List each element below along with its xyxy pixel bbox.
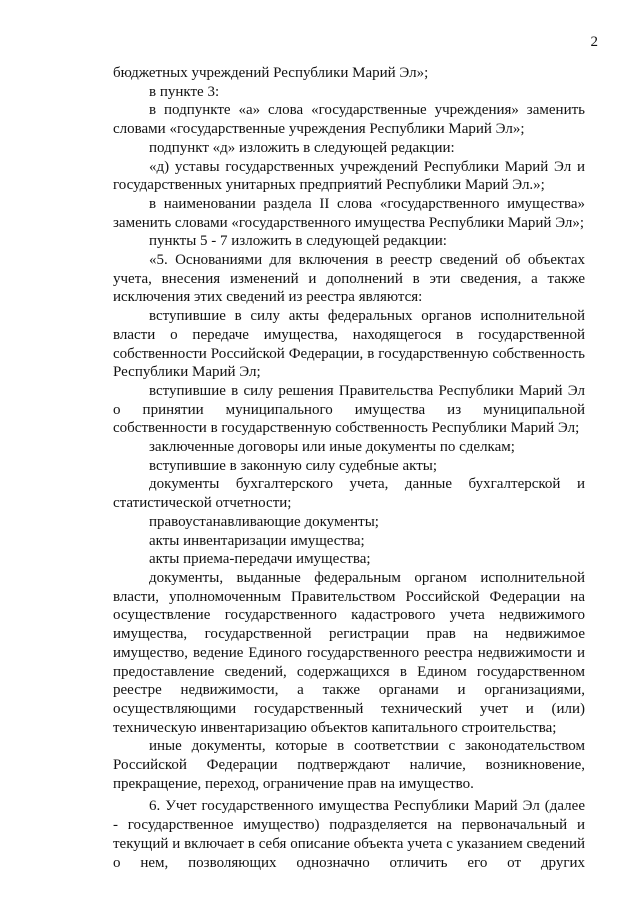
paragraph: вступившие в законную силу судебные акты; [149,457,438,474]
paragraph: бюджетных учреждений Республики Марий Эл»; [113,65,429,81]
paragraph: 6. Учет государственного имущества Республики Марий Эл (далее - государственное имущество) подразделяется на первоначальный и текущий и включает в себя описание объекта учета с указанием сведений о нем, позволяющих однозначно отличить его от других [113,798,585,871]
paragraph: документы бухгалтерского учета, данные бухгалтерской и статистической отчетности; [113,476,585,512]
paragraph: подпункт «д» изложить в следующей редакции: [149,139,455,156]
paragraph: иные документы, которые в соответствии с законодательством Российской Федерации подтверждают наличие, возникновение, прекращение, переход, ограничение прав на имущество. [113,738,585,792]
paragraph: акты инвентаризации имущества; [149,532,365,549]
paragraph: вступившие в силу решения Правительства Республики Марий Эл о принятии муниципального имущества из муниципальной собственности в государственную собственность Республики Марий Эл; [113,382,585,437]
paragraph: «д) уставы государственных учреждений Республики Марий Эл и государственных унитарных предприятий Республики Марий Эл.»; [113,158,585,194]
paragraph: заключенные договоры или иные документы по сделкам; [149,439,515,456]
paragraph: в подпункте «а» слова «государственные учреждения» заменить словами «государственные учреждения Республики Марий Эл»; [113,102,585,138]
paragraph: в наименовании раздела II слова «государственного имущества» заменить словами «государственного имущества Республики Марий Эл»; [113,195,585,231]
paragraph: документы, выданные федеральным органом исполнительной власти, уполномоченным Правительством Российской Федерации на осуществление государственного кадастрового учета недвижимого имущества, государственной регистрации прав на недвижимое имущество, ведение Единого государственного реестра недвижимости и предоставление сведений, содержащихся в Едином государственном реестре недвижимости, а также органами и организациями, осуществляющими государственный технический учет и (или) техническую инвентаризацию объектов капитального строительства; [113,569,585,736]
document-body [113,64,585,872]
page-number: 2 [590,34,598,50]
paragraph: пункты 5 - 7 изложить в следующей редакции: [149,233,447,250]
paragraph: в пункте 3: [149,83,220,100]
paragraph: акты приема-передачи имущества; [149,551,371,568]
paragraph: правоустанавливающие документы; [149,513,379,530]
paragraph: «5. Основаниями для включения в реестр сведений об объектах учета, внесения изменений и дополнений в эти сведения, а также исключения этих сведений из реестра являются: [113,252,585,306]
paragraph: вступившие в силу акты федеральных органов исполнительной власти о передаче имущества, находящегося в государственной собственности Российской Федерации, в государственную собственность Республики Марий Эл; [113,308,585,381]
